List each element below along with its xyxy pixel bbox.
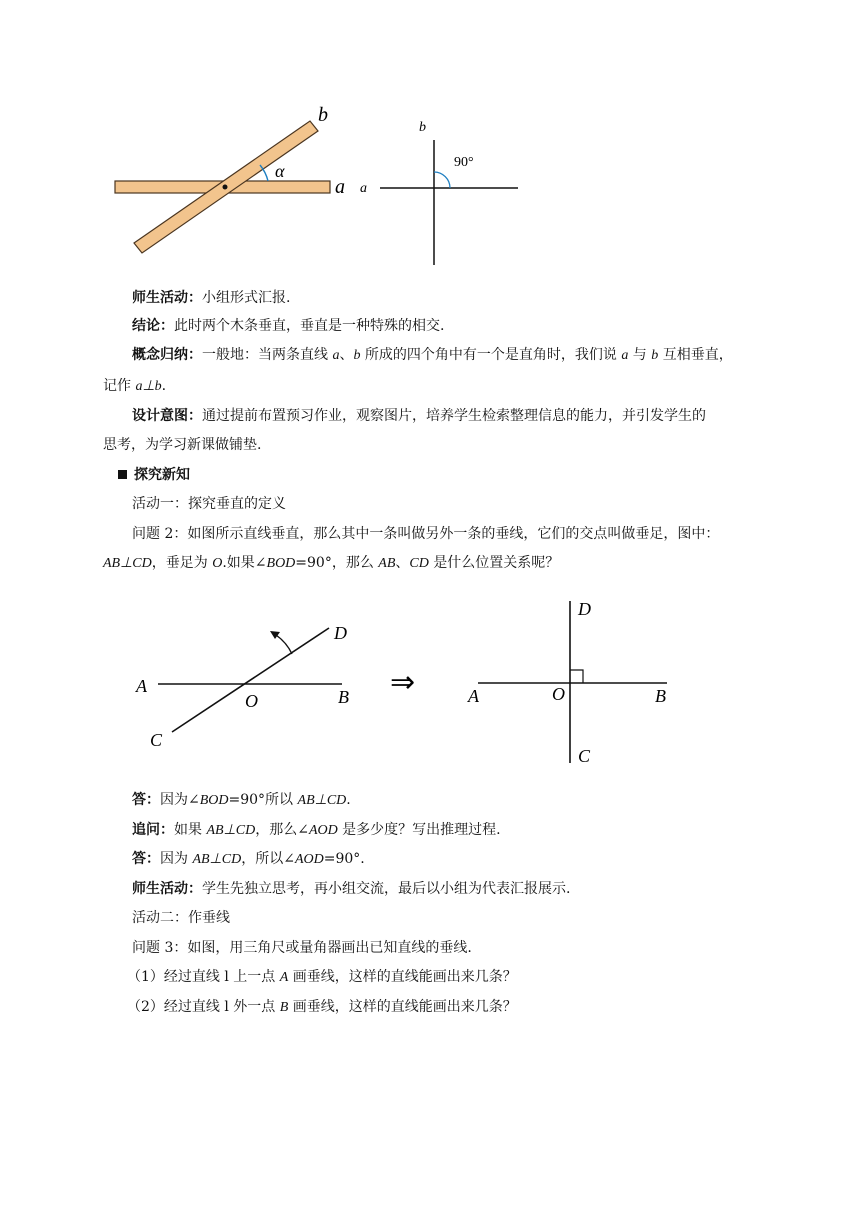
wooden-sticks-figure (100, 95, 360, 265)
p-design-intent-line2: 思考，为学习新课做铺垫. (103, 437, 262, 453)
angle-90-label: 90° (454, 155, 474, 170)
p-concept-line2: 记作 a⊥b. (103, 378, 167, 394)
perp-label-b: b (419, 120, 426, 135)
label-D: D (334, 623, 347, 643)
p-design-intent: 设计意图：通过提前布置预习作业，观察图片，培养学生检索整理信息的能力，并引发学生的 (132, 408, 706, 424)
intersecting-lines-figure (120, 595, 700, 775)
answer-1: 答：因为∠BOD=90°所以 AB⊥CD. (132, 792, 351, 808)
follow-up-question: 追问：如果 AB⊥CD，那么∠AOD 是多少度？写出推理过程. (132, 822, 501, 838)
perpendicular-lines-figure (355, 110, 530, 270)
rotation-arrowhead (270, 631, 280, 639)
question-3-part-2: （2）经过直线 l 外一点 B 画垂线，这样的直线能画出来几条？ (127, 999, 517, 1015)
label-O: O (245, 691, 258, 711)
label-B-right: B (655, 686, 666, 706)
label-alpha: α (275, 161, 285, 181)
line-cd-left (172, 628, 329, 732)
perp-label-a: a (360, 181, 367, 196)
label-b-stick: b (318, 104, 328, 126)
label-A: A (136, 676, 147, 696)
p-concept: 概念归纳：一般地：当两条直线 a、b 所成的四个角中有一个是直角时，我们说 a 与 b 互相垂直， (132, 347, 733, 363)
question-3-part-1: （1）经过直线 l 上一点 A 画垂线，这样的直线能画出来几条？ (127, 969, 517, 985)
section-title: 探究新知 (134, 467, 190, 483)
question-3: 问题 3：如图，用三角尺或量角器画出已知直线的垂线. (132, 940, 472, 956)
intersection-dot (223, 185, 228, 190)
question-2-line1: 问题 2：如图所示直线垂直，那么其中一条叫做另外一条的垂线，它们的交点叫做垂足，图中： (132, 526, 720, 542)
answer-2: 答：因为 AB⊥CD，所以∠AOD=90°. (132, 851, 365, 867)
implies-arrow: ⇒ (390, 666, 416, 699)
label-C-right: C (578, 746, 591, 766)
section-bullet-icon (118, 470, 127, 479)
p-teacher-student-activity-2: 师生活动：学生先独立思考，再小组交流，最后以小组为代表汇报展示. (132, 881, 571, 897)
label-B: B (338, 687, 349, 707)
label-C: C (150, 730, 163, 750)
p-conclusion: 结论：此时两个木条垂直，垂直是一种特殊的相交. (132, 318, 445, 334)
activity-2-heading: 活动二：作垂线 (132, 910, 230, 926)
activity-1-heading: 活动一：探究垂直的定义 (132, 496, 286, 512)
label-A-right: A (468, 686, 479, 706)
right-angle-arc (434, 172, 450, 188)
question-2-line2: AB⊥CD，垂足为 O.如果∠BOD=90°，那么 AB、CD 是什么位置关系呢？ (103, 555, 560, 571)
right-angle-marker (570, 670, 583, 683)
p-teacher-student-activity-1: 师生活动：小组形式汇报. (132, 290, 291, 306)
label-a-stick: a (335, 176, 345, 198)
label-D-right: D (578, 599, 591, 619)
label-O-right: O (552, 684, 565, 704)
